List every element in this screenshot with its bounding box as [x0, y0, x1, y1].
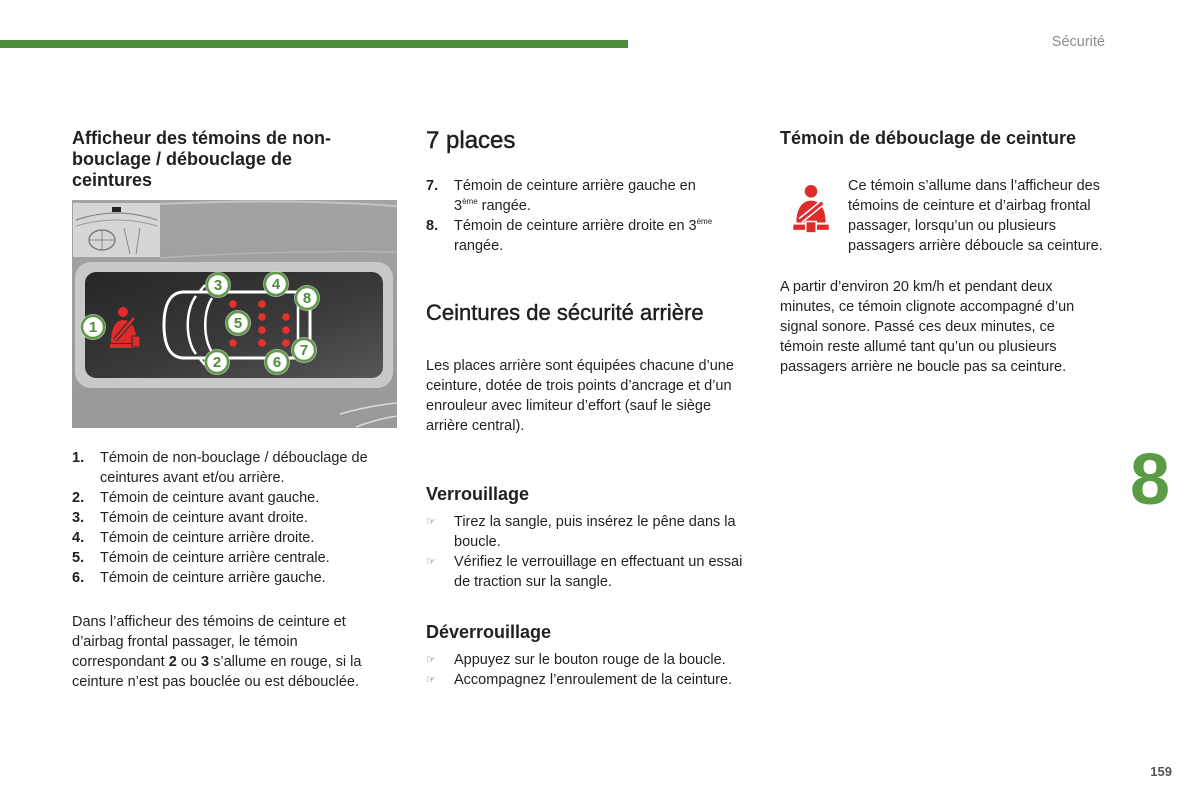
item-text: Témoin de ceinture arrière gauche. — [100, 570, 326, 586]
item-number: 8. — [426, 218, 439, 234]
paragraph-bold-number: 3 — [201, 654, 210, 670]
item-text: Témoin de ceinture avant droite. — [100, 510, 308, 526]
seat-dot — [258, 339, 266, 347]
unbuckle-indicator-heading: Témoin de débouclage de ceinture — [780, 128, 1077, 148]
item-number: 1. — [72, 450, 85, 466]
list-item — [426, 512, 752, 552]
list-item — [72, 528, 390, 548]
list-item — [426, 552, 752, 592]
seven-seats-title: 7 places — [426, 127, 516, 154]
callout-4 — [263, 271, 289, 297]
callout-label: 8 — [302, 290, 312, 307]
callout-label: 6 — [272, 354, 282, 371]
callout-1 — [80, 314, 106, 340]
paragraph-bold-number: 2 — [168, 654, 177, 670]
seat-dot — [258, 313, 266, 321]
item-number: 5. — [72, 550, 85, 566]
callout-label: 2 — [212, 354, 222, 371]
ordinal-suffix: ème — [696, 217, 713, 226]
paragraph-text: ou — [176, 654, 201, 670]
item-number: 3. — [72, 510, 85, 526]
callout-3 — [205, 272, 231, 298]
seat-dot — [282, 313, 290, 321]
callout-5 — [225, 310, 251, 336]
paragraph-text: Dans l’afficheur des témoins de ceinture et d’airbag frontal passager, le témoin correspondant — [72, 614, 346, 670]
item-number: 6. — [72, 570, 85, 586]
display-explanation-paragraph — [72, 612, 382, 692]
callout-label: 5 — [233, 315, 243, 332]
list-item — [72, 508, 390, 528]
item-text: Témoin de non-bouclage / débouclage de ceintures avant et/ou arrière. — [100, 450, 368, 486]
unlocking-steps — [426, 650, 756, 690]
dashboard-locator-sketch — [73, 203, 160, 257]
item-text: Tirez la sangle, puis insérez le pêne dans la boucle. — [454, 514, 736, 550]
item-text: Vérifiez le verrouillage en effectuant un essai de traction sur la sangle. — [454, 554, 743, 590]
section-title: Sécurité — [1051, 34, 1105, 50]
chapter-number: 8 — [1129, 440, 1171, 520]
rear-seatbelts-heading: Ceintures de sécurité arrière — [426, 300, 704, 325]
list-item — [426, 176, 716, 216]
item-text: Témoin de ceinture arrière droite. — [100, 530, 315, 546]
unlocking-heading: Déverrouillage — [426, 622, 552, 642]
callout-label: 7 — [299, 342, 309, 359]
pointing-hand-icon — [426, 650, 436, 670]
header-accent-bar — [0, 40, 628, 48]
ordinal-suffix: ème — [462, 197, 478, 206]
page-number: 159 — [1150, 764, 1172, 779]
item-text: Appuyez sur le bouton rouge de la boucle. — [454, 652, 726, 668]
display-heading: Afficheur des témoins de non-bouclage / débouclage de ceintures — [72, 128, 332, 190]
pointing-hand-icon — [426, 552, 436, 572]
seat-dot — [282, 339, 290, 347]
unbuckle-indicator-paragraph: A partir d’environ 20 km/h et pendant deux minutes, ce témoin clignote accompagné d’un signal sonore. Passé ces deux minutes, ce témoin reste allumé tant qu’un ou plusieurs passagers arrière ne boucle pas sa ceinture. — [780, 279, 1075, 375]
rear-seatbelts-paragraph: Les places arrière sont équipées chacune d’une ceinture, dotée de trois points d’ancrage et d’un enrouleur avec limiteur d’effort (sauf le siège arrière central). — [426, 358, 734, 434]
item-text: Témoin de ceinture arrière gauche en 3 — [454, 178, 696, 214]
item-text: Témoin de ceinture arrière droite en 3 — [454, 218, 697, 234]
third-row-list — [426, 176, 716, 256]
pointing-hand-icon — [426, 512, 436, 532]
callout-6 — [264, 349, 290, 375]
list-item — [72, 568, 390, 588]
item-text: Témoin de ceinture avant gauche. — [100, 490, 320, 506]
paragraph-text: s’allume en rouge, si la ceinture n’est pas bouclée ou est débouclée. — [72, 654, 362, 690]
list-item — [426, 670, 756, 690]
pointing-hand-icon — [426, 670, 436, 690]
unbuckle-indicator-description: Ce témoin s’allume dans l’afficheur des témoins de ceinture et d’airbag frontal passager, lorsqu’un ou plusieurs passagers arrière déboucle sa ceinture. — [848, 178, 1103, 254]
locking-heading: Verrouillage — [426, 484, 530, 504]
seat-dot — [229, 339, 237, 347]
callout-label: 4 — [271, 276, 281, 293]
seat-dot — [258, 300, 266, 308]
indicator-legend-list — [72, 448, 390, 588]
callout-label: 1 — [88, 319, 98, 336]
list-item — [72, 548, 390, 568]
list-item — [426, 650, 756, 670]
seat-dot — [229, 300, 237, 308]
list-item — [72, 448, 390, 488]
item-number: 4. — [72, 530, 85, 546]
item-text: Accompagnez l’enroulement de la ceinture. — [454, 672, 733, 688]
callout-label: 3 — [213, 277, 223, 294]
seatbelt-warning-icon — [790, 184, 832, 234]
seat-dot — [258, 326, 266, 334]
locking-steps — [426, 512, 752, 592]
item-text-tail: rangée. — [454, 238, 504, 254]
callout-8 — [294, 285, 320, 311]
callout-2 — [204, 349, 230, 375]
list-item — [426, 216, 716, 256]
list-item — [72, 488, 390, 508]
item-text-tail: rangée. — [477, 198, 531, 214]
seat-dot — [282, 326, 290, 334]
item-number: 2. — [72, 490, 85, 506]
callout-7 — [291, 337, 317, 363]
seatbelt-display-illustration — [72, 200, 397, 428]
item-text: Témoin de ceinture arrière centrale. — [100, 550, 330, 566]
item-number: 7. — [426, 178, 439, 194]
